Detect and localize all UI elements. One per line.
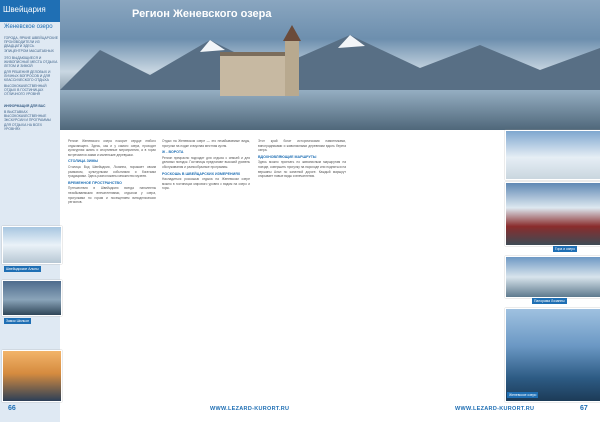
- tower-roof: [283, 25, 301, 41]
- paragraph: Отдых на Женевском озере — это незабываемые виды, прогулки на лодке и вкусная местная кухня.: [162, 139, 250, 148]
- paragraph: Столица Вод Швейцарии, Лозанна, поражает своим размахом, культурными событиями и богатыми традициями. Здесь расположены множество музеев.: [68, 164, 156, 179]
- lake: [60, 90, 600, 130]
- section-heading: Ж - ВОРОТА: [162, 150, 184, 155]
- sidebar-title: Швейцария: [0, 0, 60, 22]
- lake-panorama-photo: [505, 308, 600, 402]
- paragraph: Регион прекрасно подходит для отдыха с семьей и для деловых поездок. Гостиницы предлагают высокий уровень обслуживания и разнообразные программы.: [162, 155, 250, 169]
- sidebar-info-title: ИНФОРМАЦИЯ ДЛЯ ВАС: [4, 104, 46, 108]
- alpine-photo: [505, 130, 600, 180]
- sidebar-block: ВЫСОКОКАЧЕСТВЕННЫЙ ОТДЫХ В ГОСТИНИЦАХ ОТЛИЧНОГО УРОВНЯ: [4, 84, 47, 97]
- photo-caption: Панорама Лозанны: [534, 299, 565, 303]
- section-heading: РОСКОШЬ В ШВЕЙЦАРСКИХ ИЗМЕРЕНИЯХ: [162, 171, 241, 176]
- mountain-photo: [2, 226, 62, 264]
- paragraph: Путешествия в Швейцарию всегда наполнены незабываемыми впечатлениями, отдыхом у озера, прогулками по горам и посещением винодельческих регионов.: [68, 186, 156, 205]
- section-heading: ВРЕМЕННОЕ ПРОСТРАНСТВО: [68, 180, 122, 185]
- castle-tower: [285, 40, 299, 96]
- section-heading: СТОЛИЦА ЗИМЫ: [68, 159, 98, 164]
- text-column-2: [162, 139, 250, 191]
- sidebar-subtitle: Женевское озеро: [4, 24, 53, 30]
- photo-caption: Швейцарские Альпы: [6, 267, 39, 271]
- sidebar-info-text: В ВЫСТАВКАХ ВЫСОКОКАЧЕСТВЕННЫЕ ЭКСКУРСИИ И ПРОГРАММЫ ДЛЯ ОТДЫХА НА ВСЕХ УРОВНЯХ: [4, 110, 51, 131]
- sidebar-block: ЭТО ВЫДАЮЩИЕСЯ И ЖИВОПИСНЫЕ МЕСТА ОТДЫХА ЛЕТОМ И ЗИМОЙ: [4, 56, 58, 69]
- footer-link-right[interactable]: WWW.LEZARD-KURORT.RU: [455, 406, 535, 412]
- paragraph: Здесь можно проехать по живописным маршрутам на поезде, совершить прогулку на пароходе или подняться на вершины Альп по канатной дороге. Каждый маршрут открывает новые виды и впечатления.: [258, 160, 346, 179]
- mountain-lake-photo: [505, 256, 600, 298]
- page-number-right: 67: [580, 405, 588, 412]
- paragraph: Насладиться роскошью отдыха на Женевском озере можно в гостиницах мирового уровня с видом на озеро и горы.: [162, 177, 250, 191]
- page-title: Регион Женевского озера: [132, 8, 272, 20]
- photo-caption: Женевское озеро: [509, 393, 537, 397]
- photo-caption: Гора и озеро: [555, 247, 576, 251]
- text-column-3: [258, 139, 346, 179]
- train-photo: [505, 182, 600, 246]
- page-number-left: 66: [8, 405, 16, 412]
- section-heading: ВДОХНОВЛЯЮЩИЕ МАРШРУТЫ: [258, 154, 317, 159]
- text-column-1: [68, 139, 156, 205]
- sidebar-block: ДЛЯ РЕШЕНИЯ ДЕЛОВЫХ И ЛИЧНЫХ ВОПРОСОВ И ДЛЯ КЛАССИЧЕСКОГО ОТДЫХА: [4, 70, 51, 83]
- sidebar-block: ГОРОДА, ЯРКИЕ ШВЕЙЦАРСКИЕ ПРОИЗВОДИТЕЛИ ИЗ ДВАДЦАТИ ЗДЕСЬ ЭПИЦЕНТРОМ МАСШТАБНЫХ: [4, 36, 58, 53]
- sunset-lake-photo: [2, 350, 62, 402]
- photo-caption: Замок Шильон: [6, 319, 30, 323]
- paragraph: Регион Женевского озера покорит сердце любого отдыхающего. Здесь, как и у самого озера, проходит культурная жизнь и спортивные мероприятия, а в горах встречаются замки и маленькие деревушки.: [68, 139, 156, 157]
- castle-photo: [2, 280, 62, 316]
- mountain-silhouette: [60, 30, 600, 90]
- castle-building: [220, 52, 290, 96]
- footer-link-left[interactable]: WWW.LEZARD-KURORT.RU: [210, 406, 290, 412]
- paragraph: Этот край богат историческими памятниками, виноградниками и живописными деревнями вдоль берега озера.: [258, 139, 346, 153]
